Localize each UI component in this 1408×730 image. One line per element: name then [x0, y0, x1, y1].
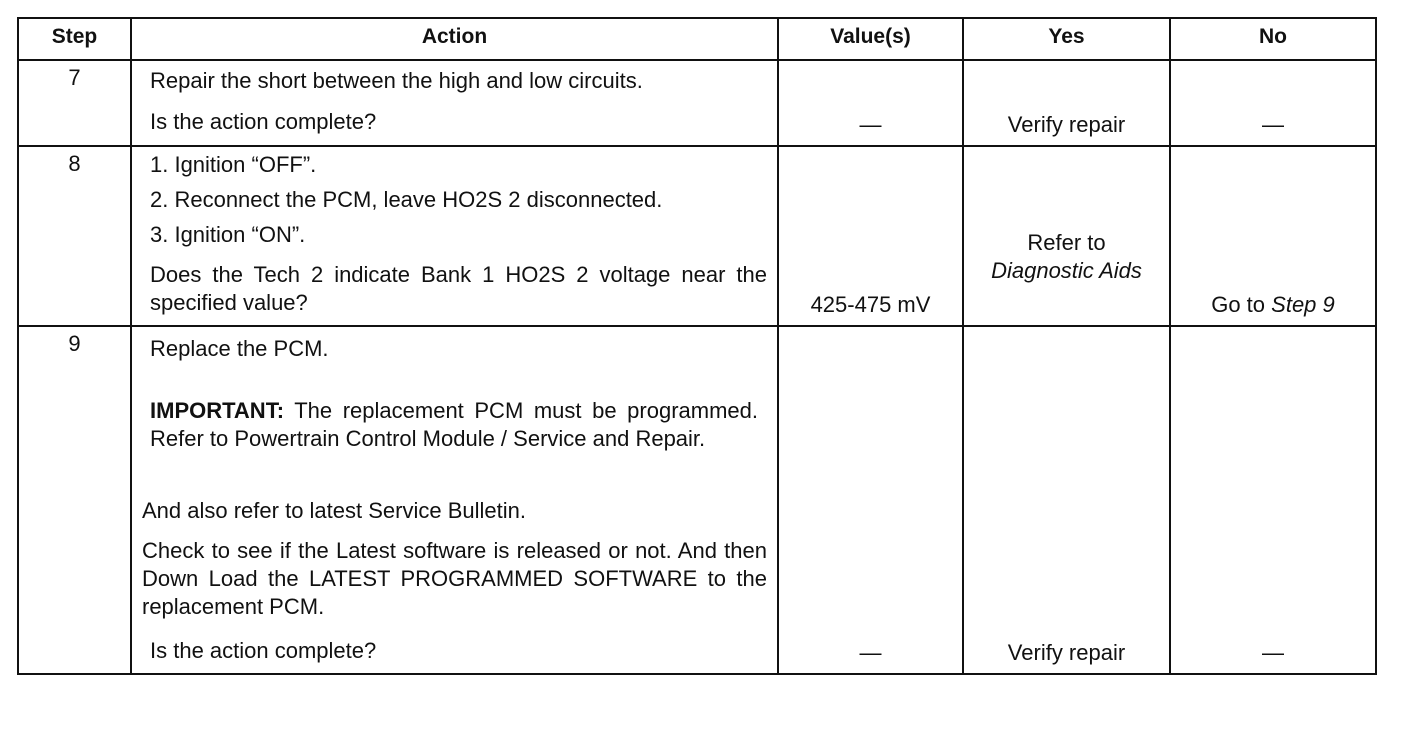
bulletin-note: And also refer to latest Service Bulletin. — [142, 498, 526, 523]
action-question: Does the Tech 2 indicate Bank 1 HO2S 2 voltage near the specified value? — [150, 262, 767, 315]
action-cell — [130, 147, 777, 325]
header-values: Value(s) — [777, 19, 962, 59]
yes-text — [964, 229, 1169, 285]
software-note: Check to see if the Latest software is released or not. And then Down Load the LATEST PROGRAMMED SOFTWARE to the replacement PCM. — [142, 538, 767, 619]
action-text: Repair the short between the high and low circuits. — [150, 68, 643, 93]
no-prefix: Go to — [1211, 292, 1266, 317]
yes-text: Verify repair — [1007, 112, 1126, 137]
step-number: 7 — [68, 65, 81, 90]
action-text: Replace the PCM. — [150, 336, 329, 361]
table-row — [19, 325, 1375, 673]
header-yes: Yes — [962, 19, 1169, 59]
important-label: IMPORTANT: — [150, 398, 285, 423]
important-note — [150, 397, 758, 453]
value-cell — [777, 147, 962, 325]
yes-prefix: Refer to — [1027, 230, 1106, 255]
step-cell — [19, 327, 130, 673]
header-no: No — [1169, 19, 1375, 59]
action-cell — [130, 327, 777, 673]
action-cell — [130, 61, 777, 145]
important-text: The replacement PCM must be programmed. Refer to Powertrain Control Module / Service and Repair. — [150, 398, 759, 451]
action-step-2: 2. Reconnect the PCM, leave HO2S 2 disconnected. — [150, 187, 663, 212]
value-text: — — [859, 640, 882, 665]
yes-reference: Diagnostic Aids — [991, 258, 1142, 283]
yes-cell — [962, 147, 1169, 325]
action-question: Is the action complete? — [150, 109, 377, 134]
diagnostic-table — [17, 17, 1377, 675]
value-cell — [777, 61, 962, 145]
step-cell — [19, 61, 130, 145]
step-number: 8 — [68, 151, 81, 176]
step-cell — [19, 147, 130, 325]
yes-cell — [962, 327, 1169, 673]
value-text: 425-475 mV — [810, 292, 931, 317]
yes-cell — [962, 61, 1169, 145]
header-step: Step — [51, 25, 98, 48]
action-step-1: 1. Ignition “OFF”. — [150, 152, 317, 177]
action-step-3: 3. Ignition “ON”. — [150, 222, 306, 247]
table-row — [19, 145, 1375, 325]
no-cell — [1169, 327, 1375, 673]
value-text: — — [859, 112, 882, 137]
yes-text: Verify repair — [1007, 640, 1126, 665]
action-question: Is the action complete? — [150, 638, 377, 663]
no-text: — — [1262, 112, 1284, 137]
step-number: 9 — [68, 331, 81, 356]
table-row — [19, 59, 1375, 145]
table-header-row — [19, 19, 1375, 59]
value-cell — [777, 327, 962, 673]
no-text — [1171, 291, 1375, 319]
no-cell — [1169, 61, 1375, 145]
no-reference: Step 9 — [1271, 292, 1335, 317]
header-action: Action — [130, 19, 777, 59]
no-text: — — [1262, 640, 1284, 665]
no-cell — [1169, 147, 1375, 325]
